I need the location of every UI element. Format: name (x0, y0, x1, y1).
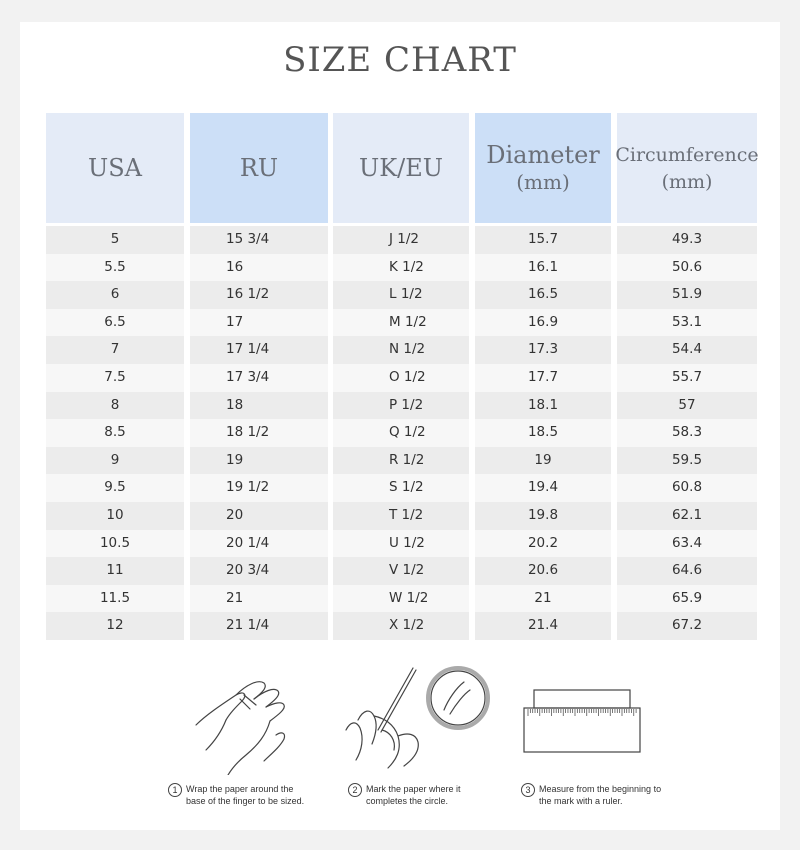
table-cell: N 1/2 (333, 336, 469, 364)
column-diameter (475, 113, 611, 640)
table-cell: 7.5 (46, 364, 184, 392)
table-cell: 11 (46, 557, 184, 585)
table-cell: 57 (617, 392, 757, 420)
table-cell: 67.2 (617, 612, 757, 640)
table-cell: L 1/2 (333, 281, 469, 309)
table-cell: 17 1/4 (190, 336, 328, 364)
column-cells (333, 226, 469, 640)
table-cell: 51.9 (617, 281, 757, 309)
table-cell: 19 1/2 (190, 474, 328, 502)
step-caption-1 (186, 783, 304, 807)
step-caption-2 (366, 783, 461, 807)
table-cell: S 1/2 (333, 474, 469, 502)
table-cell: 5.5 (46, 254, 184, 282)
table-cell: Q 1/2 (333, 419, 469, 447)
table-cell: 19 (190, 447, 328, 475)
table-cell: 10 (46, 502, 184, 530)
table-cell: 5 (46, 226, 184, 254)
header-label: Diameter (486, 141, 600, 169)
hand-wrap-illustration (186, 665, 316, 775)
table-cell: 20 (190, 502, 328, 530)
header-unit: (mm) (516, 170, 570, 194)
column-header (617, 113, 757, 223)
table-cell: 9 (46, 447, 184, 475)
table-cell: 16.5 (475, 281, 611, 309)
step-caption-3 (539, 783, 661, 807)
table-cell: 16 (190, 254, 328, 282)
table-cell: 12 (46, 612, 184, 640)
header-unit: (mm) (661, 171, 713, 193)
table-cell: 21 (190, 585, 328, 613)
table-cell: P 1/2 (333, 392, 469, 420)
table-cell: O 1/2 (333, 364, 469, 392)
step-number-2: 2 (348, 783, 362, 797)
table-cell: 18 (190, 392, 328, 420)
table-cell: 18.1 (475, 392, 611, 420)
table-cell: T 1/2 (333, 502, 469, 530)
table-cell: 16.9 (475, 309, 611, 337)
column-cells (190, 226, 328, 640)
table-cell: 11.5 (46, 585, 184, 613)
table-cell: 17 3/4 (190, 364, 328, 392)
ruler-illustration (522, 688, 642, 754)
table-cell: K 1/2 (333, 254, 469, 282)
table-cell: 21.4 (475, 612, 611, 640)
table-cell: 16.1 (475, 254, 611, 282)
table-cell: 17.3 (475, 336, 611, 364)
table-cell: 65.9 (617, 585, 757, 613)
table-cell: 15.7 (475, 226, 611, 254)
table-cell: 58.3 (617, 419, 757, 447)
table-cell: 21 1/4 (190, 612, 328, 640)
table-cell: 53.1 (617, 309, 757, 337)
step-line: Measure from the beginning to (539, 784, 662, 794)
table-cell: 50.6 (617, 254, 757, 282)
table-cell: 20.6 (475, 557, 611, 585)
table-cell: M 1/2 (333, 309, 469, 337)
table-cell: 49.3 (617, 226, 757, 254)
table-cell: 21 (475, 585, 611, 613)
column-header (333, 113, 469, 223)
step-line: Wrap the paper around the (186, 784, 294, 794)
column-ru (190, 113, 328, 640)
table-cell: 18.5 (475, 419, 611, 447)
step-number-3: 3 (521, 783, 535, 797)
table-cell: 16 1/2 (190, 281, 328, 309)
table-cell: 18 1/2 (190, 419, 328, 447)
table-cell: 60.8 (617, 474, 757, 502)
header-label: Circumference (615, 144, 759, 166)
column-uk-eu (333, 113, 469, 640)
header-label: USA (88, 154, 142, 182)
table-cell: 19 (475, 447, 611, 475)
step-number-1: 1 (168, 783, 182, 797)
column-cells (475, 226, 611, 640)
table-cell: 6 (46, 281, 184, 309)
table-cell: 8 (46, 392, 184, 420)
table-cell: 59.5 (617, 447, 757, 475)
table-cell: 17.7 (475, 364, 611, 392)
column-header (46, 113, 184, 223)
step-line: Mark the paper where it (366, 784, 461, 794)
table-cell: 55.7 (617, 364, 757, 392)
page-title: SIZE CHART (283, 40, 517, 80)
column-cells (617, 226, 757, 640)
table-cell: 64.6 (617, 557, 757, 585)
table-cell: R 1/2 (333, 447, 469, 475)
table-cell: 54.4 (617, 336, 757, 364)
table-cell: 6.5 (46, 309, 184, 337)
table-cell: 63.4 (617, 530, 757, 558)
table-cell: 15 3/4 (190, 226, 328, 254)
column-usa (46, 113, 184, 640)
column-header (475, 113, 611, 223)
table-cell: 62.1 (617, 502, 757, 530)
table-cell: 20 3/4 (190, 557, 328, 585)
header-label: UK/EU (359, 154, 443, 182)
table-cell: 9.5 (46, 474, 184, 502)
table-cell: 19.4 (475, 474, 611, 502)
table-cell: J 1/2 (333, 226, 469, 254)
table-cell: 19.8 (475, 502, 611, 530)
column-header (190, 113, 328, 223)
column-circumference (617, 113, 757, 640)
table-cell: 10.5 (46, 530, 184, 558)
table-cell: V 1/2 (333, 557, 469, 585)
step-line: completes the circle. (366, 796, 449, 806)
table-cell: 8.5 (46, 419, 184, 447)
step-line: base of the finger to be sized. (186, 796, 305, 806)
table-cell: 20.2 (475, 530, 611, 558)
table-cell: X 1/2 (333, 612, 469, 640)
step-line: the mark with a ruler. (539, 796, 623, 806)
table-cell: 20 1/4 (190, 530, 328, 558)
mark-paper-illustration (338, 660, 493, 775)
table-cell: W 1/2 (333, 585, 469, 613)
table-cell: 7 (46, 336, 184, 364)
table-cell: U 1/2 (333, 530, 469, 558)
table-cell: 17 (190, 309, 328, 337)
column-cells (46, 226, 184, 640)
header-label: RU (239, 154, 279, 182)
